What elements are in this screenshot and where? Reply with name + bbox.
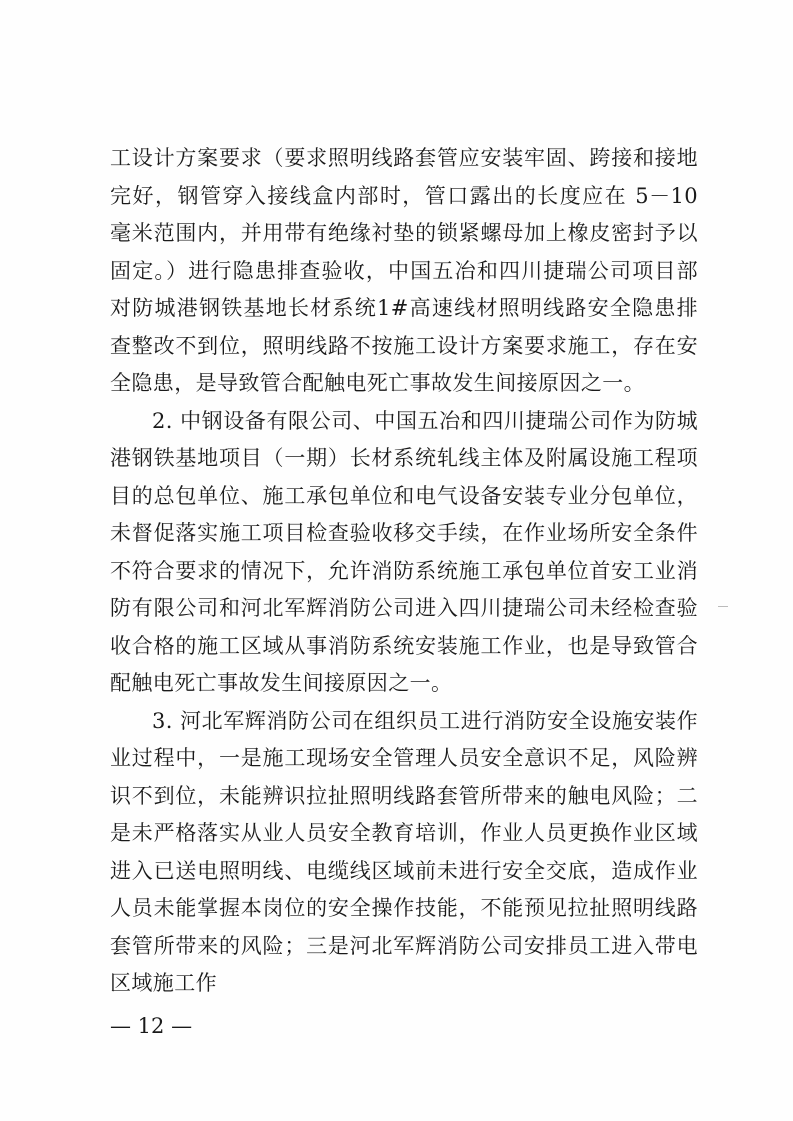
margin-mark — [718, 606, 728, 607]
paragraph-item-3: 3. 河北军辉消防公司在组织员工进行消防安全设施安装作业过程中，一是施工现场安全管理人员安全意识不足，风险辨识不到位，未能辨识拉扯照明线路套管所带来的触电风险；二是未严格落实从业人员安全教育培训，作业人员更换作业区域进入已送电照明线、电缆线区域前未进行安全交底，造成作业人员未能掌握本岗位的安全操作技能，不能预见拉扯照明线路套管所带来的风险；三是河北军辉消防公司安排员工进入带电区域施工作 — [110, 708, 698, 995]
document-body — [110, 140, 698, 1003]
page-number: — 12 — — [110, 1014, 193, 1038]
paragraph-continuation: 工设计方案要求（要求照明线路套管应安装牢固、跨接和接地完好，钢管穿入接线盒内部时，管口露出的长度应在 5－10 毫米范围内，并用带有绝缘衬垫的锁紧螺母加上橡皮密封予以固定。）进行隐患排查验收，中国五冶和四川捷瑞公司项目部对防城港钢铁基地长材系统1#高速线材照明线路安全隐患排查整改不到位，照明线路不按施工设计方案要求施工，存在安全隐患，是导致管合配触电死亡事故发生间接原因之一。 — [110, 146, 698, 395]
paragraph-item-2: 2. 中钢设备有限公司、中国五冶和四川捷瑞公司作为防城港钢铁基地项目（一期）长材系统轧线主体及附属设施工程项目的总包单位、施工承包单位和电气设备安装专业分包单位，未督促落实施工项目检查验收移交手续，在作业场所安全条件不符合要求的情况下，允许消防系统施工承包单位首安工业消防有限公司和河北军辉消防公司进入四川捷瑞公司未经检查验收合格的施工区域从事消防系统安装施工作业，也是导致管合配触电死亡事故发生间接原因之一。 — [110, 408, 698, 695]
